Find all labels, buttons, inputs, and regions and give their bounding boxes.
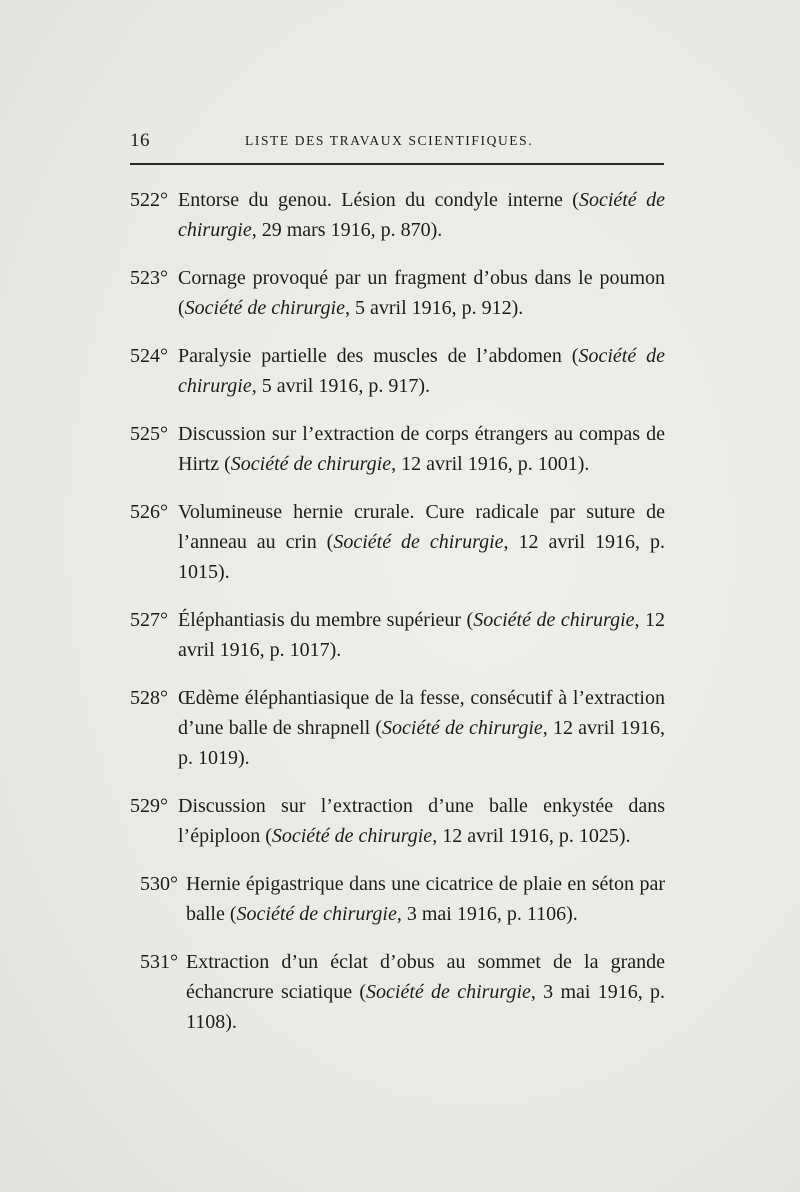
list-item [130,497,665,587]
entry-number: 530° [140,873,178,895]
entry-text: Œdème éléphantiasique de la fesse, consécutif à l’extraction d’une balle de shrapnell (Société de chirurgie, 12 avril 1916, p. 1019). [178,687,666,769]
entry-list [130,185,665,1055]
entry-text: Discussion sur l’extraction d’une balle enkystée dans l’épiploon (Société de chirurgie, 12 avril 1916, p. 1025). [178,795,665,847]
entry-number: 531° [140,951,178,973]
entry-number: 526° [130,501,168,523]
entry-number: 528° [130,687,168,709]
journal-name: Société de chirurgie [230,453,392,475]
entry-number: 524° [130,345,168,367]
header-title: LISTE DES TRAVAUX SCIENTIFIQUES. [245,133,534,148]
list-item [130,791,665,851]
entry-text: Entorse du genou. Lésion du condyle interne (Société de chirurgie, 29 mars 1916, p. 870). [178,189,665,241]
list-item [130,869,665,929]
journal-name: Société de chirurgie [366,981,531,1003]
journal-name: Société de chirurgie [178,189,665,241]
entry-text: Discussion sur l’extraction de corps étrangers au compas de Hirtz (Société de chirurgie, 12 avril 1916, p. 1001). [178,423,665,475]
list-item [130,605,665,665]
list-item [130,683,665,773]
journal-name: Société de chirurgie [178,345,665,397]
journal-name: Société de chirurgie [382,717,543,739]
running-head [130,130,665,154]
entry-number: 523° [130,267,168,289]
journal-name: Société de chirurgie [271,825,433,847]
entry-number: 525° [130,423,168,445]
entry-text: Cornage provoqué par un fragment d’obus dans le poumon (Société de chirurgie, 5 avril 1916, p. 912). [178,267,665,319]
entry-text: Paralysie partielle des muscles de l’abdomen (Société de chirurgie, 5 avril 1916, p. 917). [178,345,665,397]
list-item [130,947,665,1037]
entry-number: 529° [130,795,168,817]
list-item [130,419,665,479]
header-rule [130,163,664,165]
journal-name: Société de chirurgie [333,531,504,553]
journal-name: Société de chirurgie [184,297,345,319]
entry-number: 527° [130,609,168,631]
entry-text: Hernie épigastrique dans une cicatrice de plaie en séton par balle (Société de chirurgie, 3 mai 1916, p. 1106). [186,873,665,925]
entry-text: Extraction d’un éclat d’obus au sommet de la grande échancrure sciatique (Société de chirurgie, 3 mai 1916, p. 1108). [186,951,665,1033]
page-number: 16 [130,130,150,151]
journal-name: Société de chirurgie [473,609,635,631]
entry-text: Éléphantiasis du membre supérieur (Société de chirurgie, 12 avril 1916, p. 1017). [178,609,666,661]
journal-name: Société de chirurgie [236,903,397,925]
list-item [130,263,665,323]
entry-number: 522° [130,189,168,211]
list-item [130,185,665,245]
list-item [130,341,665,401]
entry-text: Volumineuse hernie crurale. Cure radicale par suture de l’anneau au crin (Société de chirurgie, 12 avril 1916, p. 1015). [178,501,665,583]
